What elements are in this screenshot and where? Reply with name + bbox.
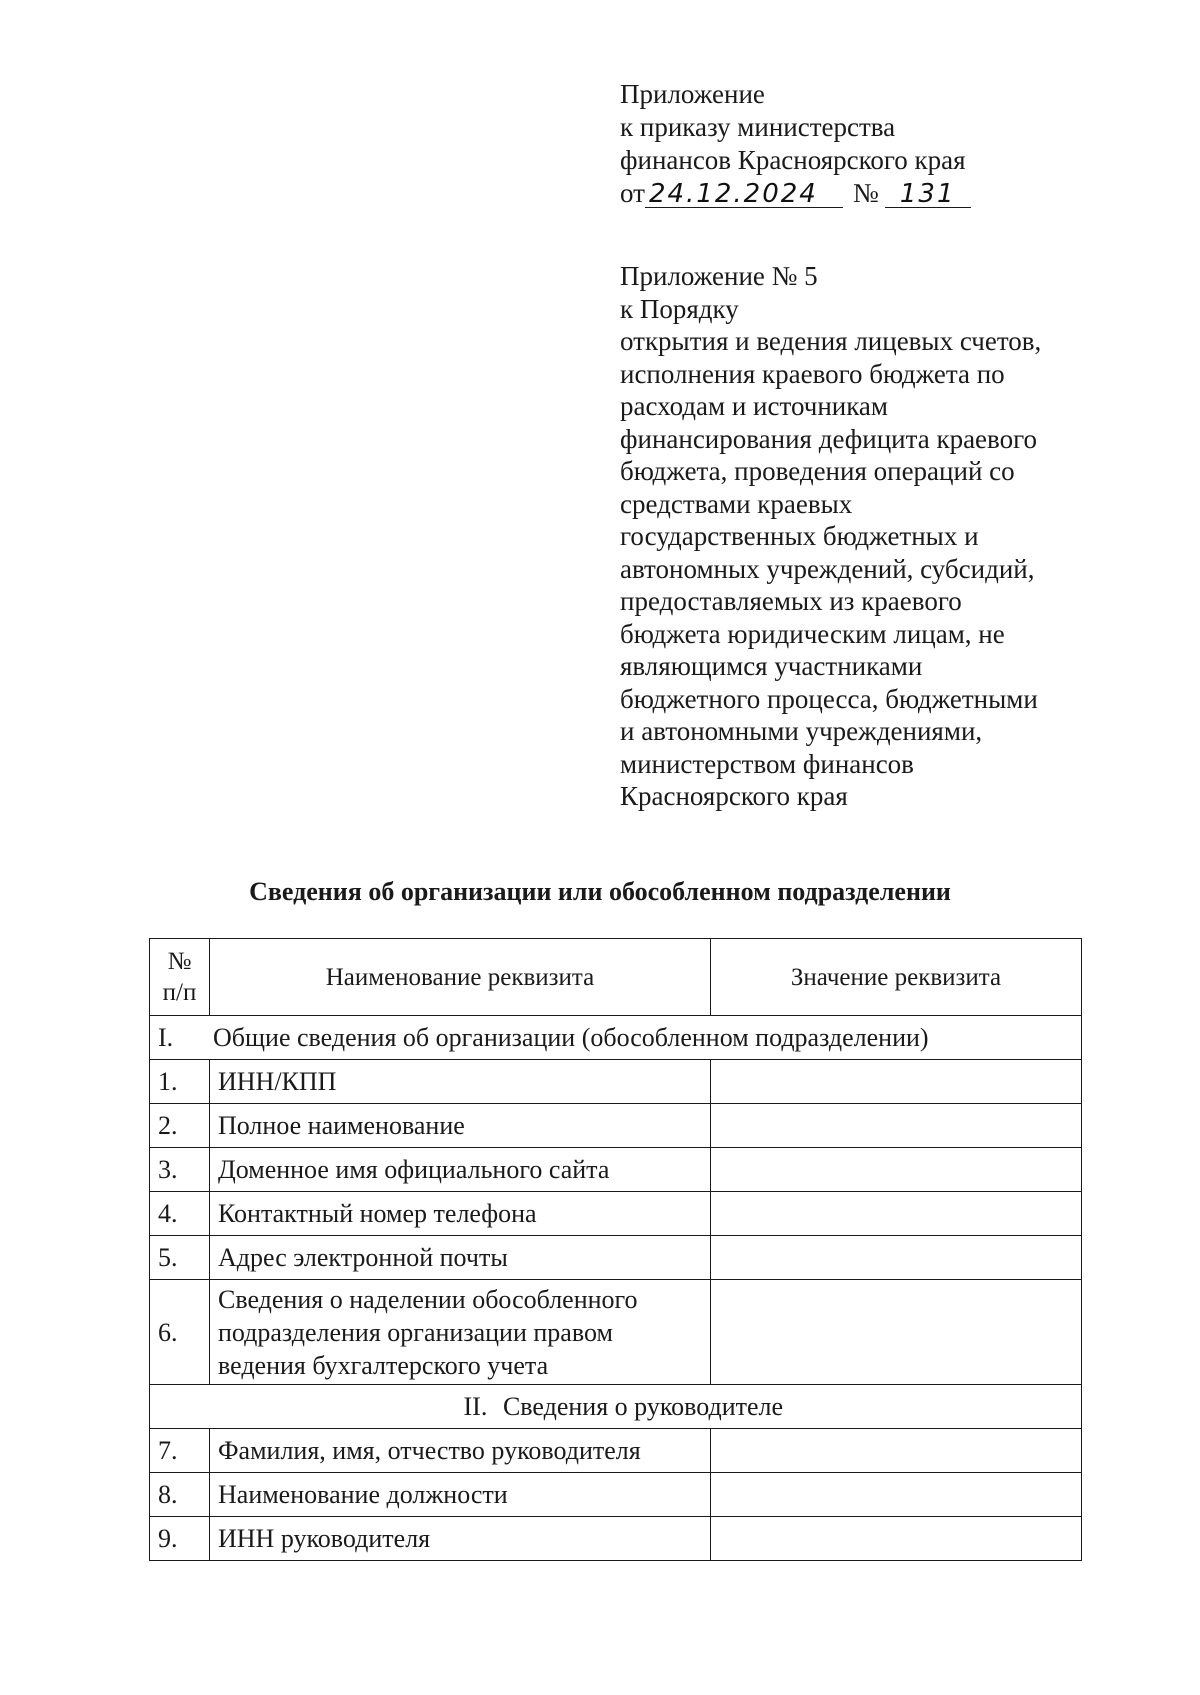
row-requisite-value	[711, 1517, 1082, 1561]
row-number: 8.	[150, 1473, 210, 1517]
row-number: 5.	[150, 1236, 210, 1280]
table-row	[150, 1192, 1082, 1236]
section-row-head	[150, 1385, 1082, 1429]
attachment-line-2: к приказу министерства	[620, 112, 896, 142]
order-attachment-line: и автономными учреждениями,	[620, 716, 983, 746]
row-requisite-value	[711, 1473, 1082, 1517]
handwritten-date: 24.12.2024	[645, 181, 843, 208]
row-number: 7.	[150, 1429, 210, 1473]
row-number: 4.	[150, 1192, 210, 1236]
row-requisite-name: Полное наименование	[210, 1104, 711, 1148]
order-attachment-line: финансирования дефицита краевого	[620, 423, 1038, 454]
row-requisite-name: Наименование должности	[210, 1473, 711, 1517]
order-attachment-line: бюджета юридическим лицам, не	[620, 618, 1005, 649]
section-heading	[150, 1385, 1082, 1429]
number-sign: №	[852, 178, 879, 208]
order-attachment-line: государственных бюджетных и	[620, 521, 979, 551]
section-roman-numeral: II.	[463, 1391, 488, 1421]
order-attachment-header	[620, 260, 1090, 813]
section-row-general	[150, 1016, 1082, 1060]
header-number	[150, 939, 210, 1016]
order-attachment-line: автономных учреждений, субсидий,	[620, 553, 1035, 584]
order-attachment-title: Приложение № 5	[620, 261, 818, 291]
row-requisite-name: Доменное имя официального сайта	[210, 1148, 711, 1192]
row-requisite-name-line: Сведения о наделении обособленного	[218, 1284, 638, 1314]
row-requisite-name: Контактный номер телефона	[210, 1192, 711, 1236]
row-requisite-value	[711, 1192, 1082, 1236]
row-requisite-name: Адрес электронной почты	[210, 1236, 711, 1280]
row-requisite-name-line: ведения бухгалтерского учета	[218, 1350, 549, 1380]
table-row	[150, 1473, 1082, 1517]
order-attachment-line: к Порядку	[620, 293, 739, 324]
order-attachment-line: Красноярского края	[620, 781, 848, 811]
date-prefix: от	[620, 178, 645, 208]
row-requisite-value	[711, 1236, 1082, 1280]
table-row	[150, 1104, 1082, 1148]
table-row	[150, 1148, 1082, 1192]
order-attachment-line: являющимся участниками	[620, 651, 923, 681]
header-name: Наименование реквизита	[210, 939, 711, 1016]
attachment-line-3: финансов Красноярского края	[620, 145, 966, 175]
section-title: Сведения об организации или обособленном подразделении	[249, 877, 951, 906]
section-heading	[150, 1016, 1082, 1060]
order-attachment-line: предоставляемых из краевого	[620, 586, 962, 616]
header-value: Значение реквизита	[711, 939, 1082, 1016]
row-requisite-value	[711, 1060, 1082, 1104]
section-heading-text: Сведения о руководителе	[502, 1391, 784, 1421]
requisites-table	[149, 938, 1082, 1561]
row-number: 1.	[150, 1060, 210, 1104]
order-date-line	[620, 177, 1090, 210]
row-requisite-name	[210, 1280, 711, 1385]
row-requisite-value	[711, 1104, 1082, 1148]
table-header-row	[150, 939, 1082, 1016]
order-attachment-line: исполнения краевого бюджета по	[620, 358, 1005, 389]
order-attachment-line: бюджетного процесса, бюджетными	[620, 683, 1038, 714]
row-number: 9.	[150, 1517, 210, 1561]
table-row	[150, 1517, 1082, 1561]
section-roman-numeral: I.	[158, 1022, 174, 1052]
table-row	[150, 1280, 1082, 1385]
header-number-line-2: п/п	[162, 979, 197, 1006]
row-number: 2.	[150, 1104, 210, 1148]
order-attachment-line: расходам и источникам	[620, 391, 888, 421]
row-requisite-value	[711, 1148, 1082, 1192]
row-requisite-name: Фамилия, имя, отчество руководителя	[210, 1429, 711, 1473]
row-number: 3.	[150, 1148, 210, 1192]
table-row	[150, 1236, 1082, 1280]
row-requisite-name-line: подразделения организации правом	[218, 1317, 613, 1347]
row-requisite-value	[711, 1429, 1082, 1473]
row-requisite-name: ИНН руководителя	[210, 1517, 711, 1561]
row-number: 6.	[150, 1280, 210, 1385]
order-attachment-line: открытия и ведения лицевых счетов,	[620, 326, 1042, 356]
row-requisite-name: ИНН/КПП	[210, 1060, 711, 1104]
table-row	[150, 1060, 1082, 1104]
order-attachment-line: бюджета, проведения операций со	[620, 456, 1015, 486]
row-requisite-value	[711, 1280, 1082, 1385]
order-attachment-line: средствами краевых	[620, 488, 853, 519]
attachment-header	[620, 78, 1090, 210]
table-row	[150, 1429, 1082, 1473]
handwritten-order-number: 131	[885, 181, 971, 208]
section-heading-text: Общие сведения об организации (обособленном подразделении)	[213, 1022, 929, 1052]
order-attachment-line: министерством финансов	[620, 748, 914, 779]
attachment-title: Приложение	[620, 79, 765, 109]
header-number-line-1: №	[167, 948, 192, 975]
